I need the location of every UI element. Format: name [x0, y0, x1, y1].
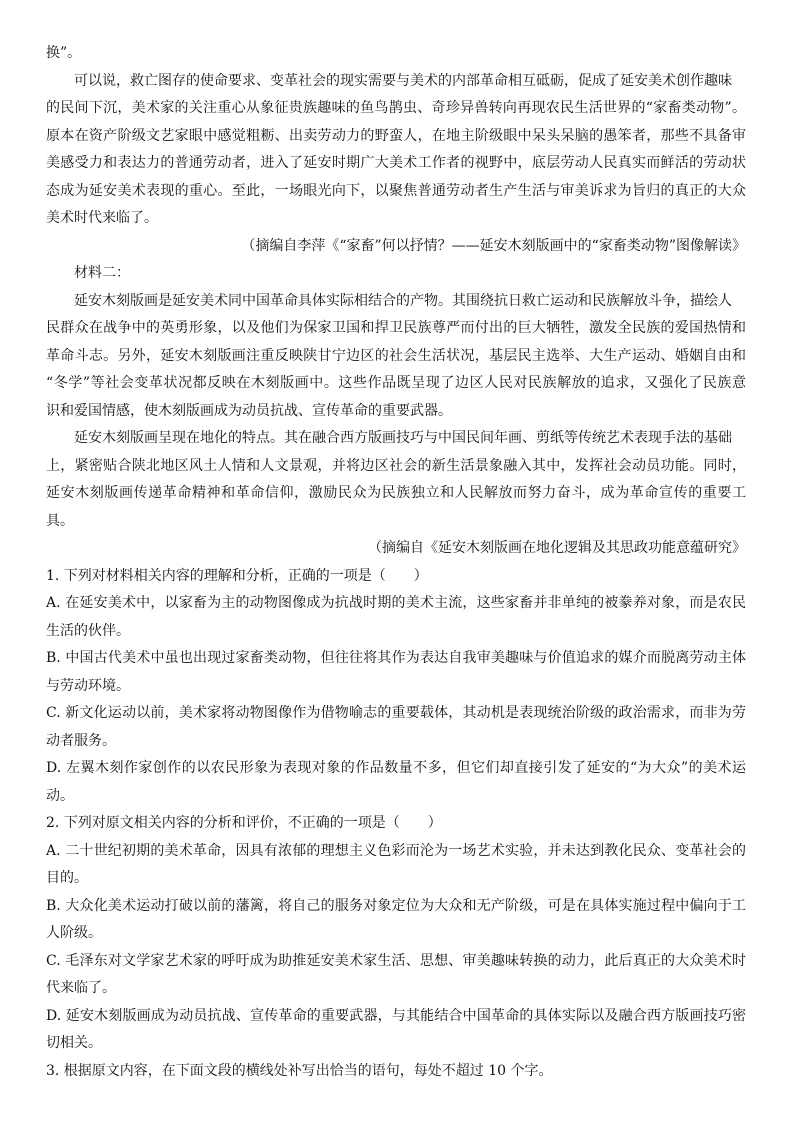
text-line: 切相关。	[46, 1035, 102, 1051]
text-line: C. 新文化运动以前，美术家将动物图像作为借物喻志的重要载体，其动机是表现统治阶级的政治需求，而非为劳	[46, 705, 746, 721]
text-line: 美术时代来临了。	[46, 210, 158, 226]
text-line: 人阶级。	[46, 925, 102, 941]
text-line: “冬学”等社会变革状况都反映在木刻版画中。这些作品既呈现了边区人民对民族解放的追求，又强化了民族意	[46, 375, 746, 391]
text-line: 识和爱国情感，使木刻版画成为动员抗战、宣传革命的重要武器。	[46, 402, 452, 419]
text-line: 可以说，救亡图存的使命要求、变革社会的现实需要与美术的内部革命相互砥砺，促成了延安美术创作趣味	[74, 72, 732, 89]
text-line: B. 大众化美术运动打破以前的藩篱，将自己的服务对象定位为大众和无产阶级，可是在具体实施过程中偏向于工	[46, 897, 746, 914]
text-line: 美感受力和表达力的普通劳动者，进入了延安时期广大美术工作者的视野中，底层劳动人民真实而鲜活的劳动状	[46, 155, 746, 171]
text-line: 动者服务。	[46, 732, 116, 749]
text-line: D. 延安木刻版画成为动员抗战、宣传革命的重要武器，与其能结合中国革命的具体实际以及融合西方版画技巧密	[46, 1007, 746, 1024]
text-line: 革命斗志。另外，延安木刻版画注重反映陕甘宁边区的社会生活状况，基层民主选举、大生产运动、婚姻自由和	[46, 347, 746, 364]
text-line: 动。	[46, 787, 74, 804]
text-line: A. 二十世纪初期的美术革命，因具有浓郁的理想主义色彩而沦为一场艺术实验，并未达到教化民众、变革社会的	[46, 842, 746, 859]
text-line: 民群众在战争中的英勇形象，以及他们为保家卫国和捍卫民族尊严而付出的巨大牺牲，激发全民族的爱国热情和	[46, 320, 746, 336]
text-line: B. 中国古代美术中虽也出现过家畜类动物，但往往将其作为表达自我审美趣味与价值追求的媒介而脱离劳动主体	[46, 650, 746, 666]
text-line: 的民间下沉，美术家的关注重心从象征贵族趣味的鱼鸟鹊虫、奇珍异兽转向再现农民生活世界的“家畜类动物”。	[46, 100, 746, 116]
text-line: 目的。	[46, 870, 88, 886]
text-line: 态成为延安美术表现的重心。至此，一场眼光向下，以聚焦普通劳动者生产生活与审美诉求为旨归的真正的大众	[46, 182, 746, 199]
text-line: 生活的伙伴。	[46, 622, 130, 639]
text-line: 原本在资产阶级文艺家眼中感觉粗粝、出卖劳动力的野蛮人，在地主阶级眼中呆头呆脑的愚笨者，那些不具备审	[46, 127, 746, 144]
text-line: （摘编自《延安木刻版画在地化逻辑及其思政功能意蕴研究》	[368, 540, 746, 556]
text-line: 延安木刻版画是延安美术同中国革命具体实际相结合的产物。其围绕抗日救亡运动和民族解放斗争，描绘人	[74, 292, 732, 309]
text-line: C. 毛泽东对文学家艺术家的呼吁成为助推延安美术家生活、思想、审美趣味转换的动力，此后真正的大众美术时	[46, 952, 746, 969]
text-line: 具。	[46, 512, 74, 529]
document-page	[46, 40, 746, 1085]
text-line: 材料二：	[74, 265, 130, 281]
text-line: （摘编自李萍《“家畜”何以抒情？——延安木刻版画中的“家畜类动物”图像解读》	[241, 237, 746, 254]
text-line: 3. 根据原文内容，在下面文段的横线处补写出恰当的语句，每处不超过 10 个字。	[46, 1062, 553, 1079]
text-line: 与劳动环境。	[46, 677, 130, 694]
text-line: D. 左翼木刻作家创作的以农民形象为表现对象的作品数量不多，但它们却直接引发了延安的“为大众”的美术运	[46, 760, 746, 776]
text-line: 1. 下列对材料相关内容的理解和分析，正确的一项是（ ）	[46, 567, 428, 584]
text-line: 换”。	[46, 45, 82, 61]
text-line: 上，紧密贴合陕北地区风土人情和人文景观，并将边区社会的新生活景象融入其中，发挥社会动员功能。同时，	[46, 457, 746, 474]
text-line: 代来临了。	[46, 980, 116, 996]
text-line: 延安木刻版画传递革命精神和革命信仰，激励民众为民族独立和人民解放而努力奋斗，成为革命宣传的重要工	[46, 485, 746, 501]
text-line: 延安木刻版画呈现在地化的特点。其在融合西方版画技巧与中国民间年画、剪纸等传统艺术表现手法的基础	[74, 430, 732, 446]
text-line: 2. 下列对原文相关内容的分析和评价，不正确的一项是（ ）	[46, 815, 442, 831]
text-line: A. 在延安美术中，以家畜为主的动物图像成为抗战时期的美术主流，这些家畜并非单纯的被豢养对象，而是农民	[46, 595, 746, 611]
